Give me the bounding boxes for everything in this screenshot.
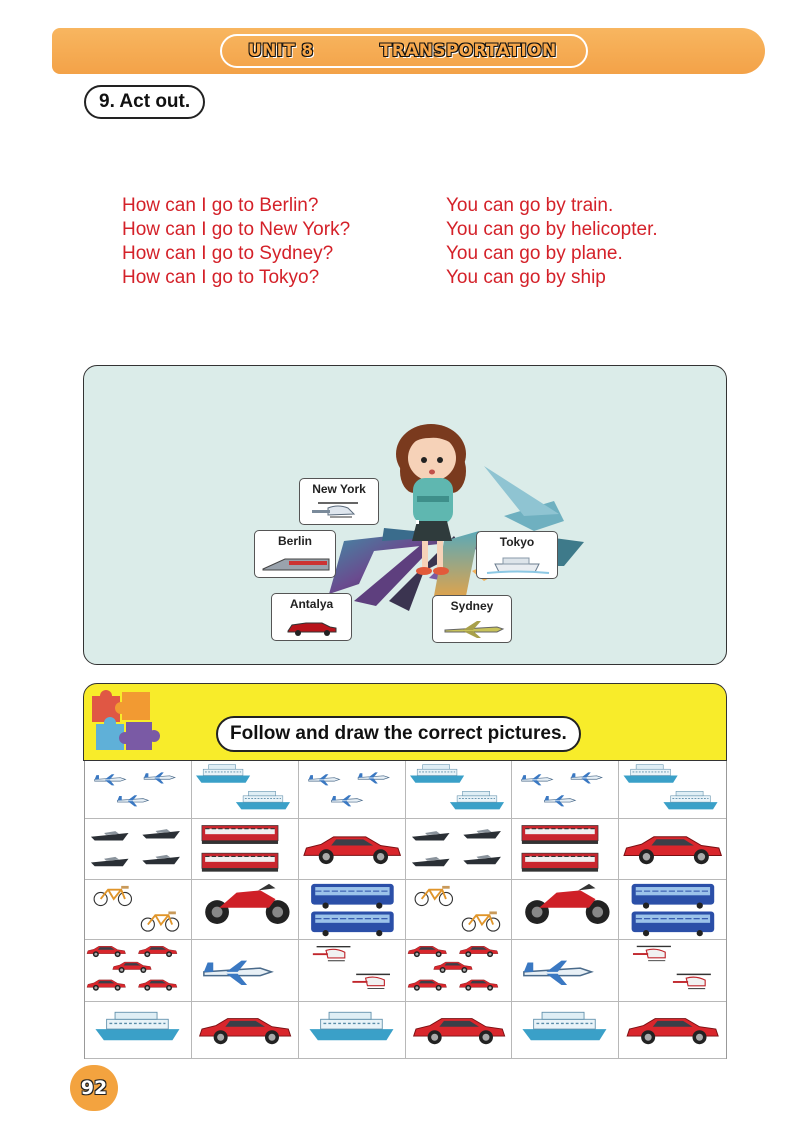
grid-cell — [619, 880, 726, 940]
city-name: Antalya — [289, 597, 334, 611]
city-card-berlin — [254, 530, 336, 578]
grid-cell — [619, 819, 726, 880]
vehicle-buses-icon — [299, 880, 405, 939]
city-card-antalya — [271, 593, 352, 641]
grid-cell — [192, 819, 299, 880]
question-line: How can I go to Sydney? — [122, 243, 334, 264]
vehicle-ship-icon — [299, 1002, 405, 1058]
city-card-sydney — [432, 595, 512, 643]
vehicle-plane-icon — [192, 940, 298, 1001]
vehicle-ships-icon — [619, 761, 726, 818]
answers-column — [446, 194, 658, 290]
ship-icon — [477, 552, 557, 576]
grid-cell — [85, 819, 192, 880]
answer-line: You can go by plane. — [446, 243, 623, 264]
grid-cell — [406, 761, 513, 819]
puzzle-header — [83, 683, 727, 761]
grid-cell — [619, 1002, 726, 1059]
vehicle-motorbike-icon — [192, 880, 298, 939]
vehicle-planes-icon — [299, 761, 405, 818]
grid-cell — [85, 940, 192, 1002]
activity-title: 9. Act out. — [84, 85, 205, 119]
grid-cell — [512, 880, 619, 940]
instruction-pill: Follow and draw the correct pictures. — [216, 716, 581, 752]
grid-cell — [192, 880, 299, 940]
vehicle-helicopters-icon — [619, 940, 726, 1001]
grid-cell — [85, 880, 192, 940]
grid-cell — [299, 880, 406, 940]
vehicle-car-icon — [406, 1002, 512, 1058]
vehicle-buses-icon — [619, 880, 726, 939]
city-card-new-york — [299, 478, 379, 525]
grid-cell — [192, 940, 299, 1002]
vehicle-planes-icon — [85, 761, 191, 818]
arrows-illustration — [84, 366, 727, 665]
puzzle-pieces-icon — [86, 686, 162, 758]
questions-column — [122, 194, 350, 290]
grid-cell — [512, 1002, 619, 1059]
city-name: Tokyo — [499, 535, 535, 549]
grid-cell — [299, 940, 406, 1002]
grid-cell — [619, 940, 726, 1002]
grid-cell — [299, 761, 406, 819]
grid-cell — [85, 761, 192, 819]
city-name: Sydney — [450, 599, 494, 613]
grid-cell — [192, 761, 299, 819]
vehicle-plane-icon — [512, 940, 618, 1001]
train-icon — [255, 551, 335, 575]
vehicle-trains-icon — [512, 819, 618, 879]
vehicle-car-icon — [192, 1002, 298, 1058]
page-number: 92 — [70, 1065, 118, 1111]
vehicle-car-icon — [299, 819, 405, 879]
vehicle-planes-icon — [512, 761, 618, 818]
vehicle-motorbike-icon — [512, 880, 618, 939]
unit-topic: TRANSPORTATION — [380, 41, 557, 61]
vehicle-grid — [84, 761, 727, 1059]
answer-line: You can go by helicopter. — [446, 219, 658, 240]
helicopter-icon — [300, 498, 378, 522]
vehicle-boats-icon — [406, 819, 512, 879]
grid-cell — [512, 761, 619, 819]
vehicle-helicopters-icon — [299, 940, 405, 1001]
grid-cell — [406, 880, 513, 940]
car-icon — [272, 614, 352, 638]
grid-cell — [512, 819, 619, 880]
unit-title-pill — [220, 34, 588, 68]
destinations-panel — [83, 365, 727, 665]
grid-cell — [406, 1002, 513, 1059]
vehicle-bicycles-icon — [406, 880, 512, 939]
vehicle-cars-icon — [406, 940, 512, 1001]
city-name: New York — [312, 482, 366, 496]
vehicle-boats-icon — [85, 819, 191, 879]
grid-cell — [299, 819, 406, 880]
vehicle-car-icon — [619, 1002, 726, 1058]
city-name: Berlin — [277, 534, 312, 548]
grid-cell — [85, 1002, 192, 1059]
vehicle-ship-icon — [85, 1002, 191, 1058]
answer-line: You can go by train. — [446, 195, 614, 216]
grid-cell — [406, 819, 513, 880]
grid-cell — [619, 761, 726, 819]
vehicle-ships-icon — [406, 761, 512, 818]
grid-cell — [299, 1002, 406, 1059]
city-card-tokyo — [476, 531, 558, 579]
answer-line: You can go by ship — [446, 267, 606, 288]
question-line: How can I go to New York? — [122, 219, 351, 240]
unit-number: UNIT 8 — [248, 41, 314, 61]
vehicle-ships-icon — [192, 761, 298, 818]
vehicle-bicycles-icon — [85, 880, 191, 939]
question-line: How can I go to Berlin? — [122, 195, 319, 216]
unit-banner — [52, 28, 765, 74]
vehicle-ship-icon — [512, 1002, 618, 1058]
vehicle-trains-icon — [192, 819, 298, 879]
question-line: How can I go to Tokyo? — [122, 267, 320, 288]
plane-icon — [433, 616, 511, 640]
grid-cell — [192, 1002, 299, 1059]
vehicle-cars-icon — [85, 940, 191, 1001]
grid-cell — [512, 940, 619, 1002]
vehicle-car-icon — [619, 819, 726, 879]
grid-cell — [406, 940, 513, 1002]
